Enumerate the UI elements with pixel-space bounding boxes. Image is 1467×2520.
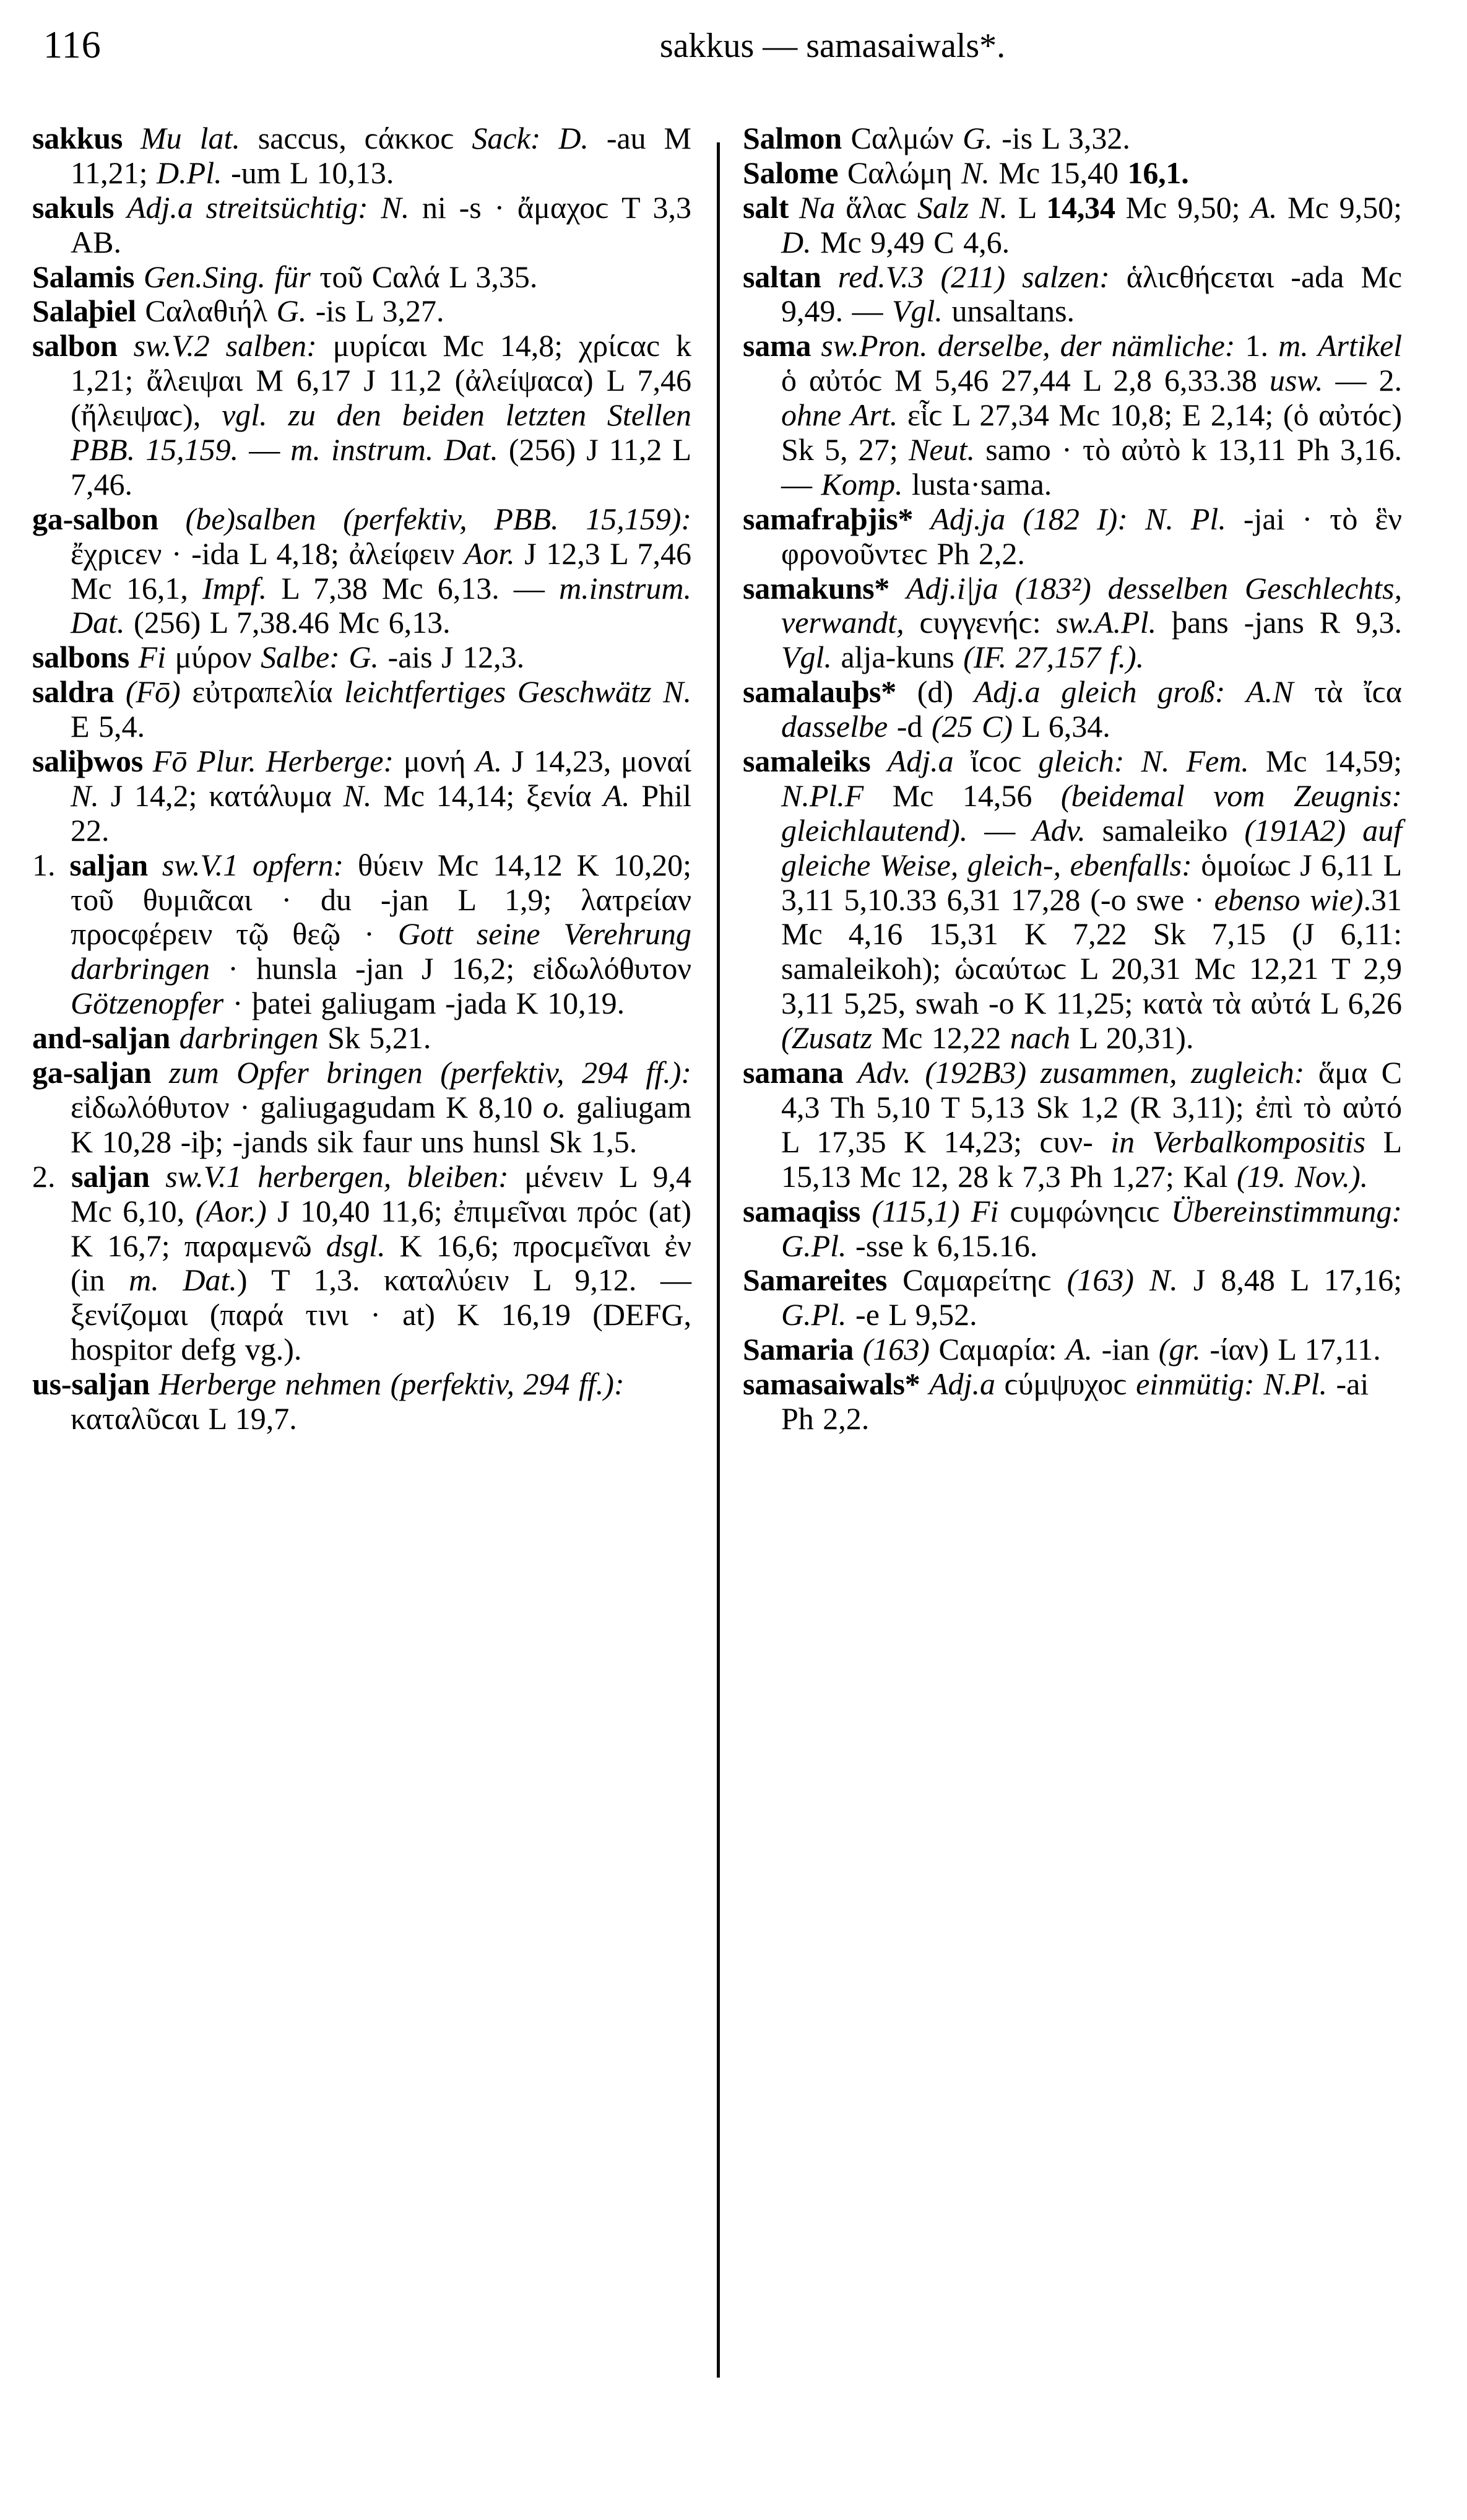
dictionary-entry: saliþwos Fō Plur. Herberge: μονή A. J 14,23, μοναί N. J 14,2; κατάλυμα N. Mc 14,14; ξενία A. Phil 22. (32, 744, 692, 848)
dictionary-entry: 2. saljan sw.V.1 herbergen, bleiben: μένειν L 9,4 Mc 6,10, (Aor.) J 10,40 11,6; ἐπιμεῖναι πρόc (at) K 16,7; παραμενῶ dsgl. K 16,6; προϲμεῖναι ἐν (in m. Dat.) T 1,3. καταλύειν L 9,12. — ξενίζομαι (παρά τινι · at) K 16,19 (DEFG, hospitor defg vg.). (32, 1158, 692, 1367)
dictionary-entry: and-saljan darbringen Sk 5,21. (32, 1020, 431, 1056)
dictionary-entry: samafraþjis* Adj.ja (182 I): N. Pl. -jai · τὸ ἓν φρονοῦντεϲ Ph 2,2. (743, 501, 1402, 571)
dictionary-entry: Samareites Ϲαμαρείτηϲ (163) N. J 8,48 L 17,16; G.Pl. -e L 9,52. (743, 1262, 1402, 1332)
dictionary-entry: ga-salbon (be)salben (perfektiv, PBB. 15,159): ἔχριϲεν · -ida L 4,18; ἀλείφειν Aor. J 12,3 L 7,46 Mc 16,1, Impf. L 7,38 Mc 6,13. — m.instrum. Dat. (256) L 7,38.46 Mc 6,13. (32, 501, 691, 640)
dictionary-entry: us-saljan Herberge nehmen (perfektiv, 294 ff.): καταλῦϲαι L 19,7. (32, 1366, 625, 1436)
page-number: 116 (43, 24, 102, 66)
dictionary-entry: salt Na ἅλαϲ Salz N. L 14,34 Mc 9,50; A. Mc 9,50; D. Mc 9,49 C 4,6. (743, 189, 1403, 259)
page-header (37, 26, 1430, 82)
dictionary-entry: samana Adv. (192B3) zusammen, zugleich: ἅμα C 4,3 Th 5,10 T 5,13 Sk 1,2 (R 3,11); ἐπὶ τὸ αὐτό L 17,35 K 14,23; ϲυν- in Verbalkompositis L 15,13 Mc 12, 28 k 7,3 Ph 1,27; Kal (19. Nov.). (743, 1055, 1403, 1194)
dictionary-entry: samaleiks Adj.a ἴϲοϲ gleich: N. Fem. Mc 14,59; N.Pl.F Mc 14,56 (beidemal vom Zeugnis: gleichlautend). — Adv. samaleiko (191A2) auf gleiche Weise, gleich-, ebenfalls: ὁμοίωϲ J 6,11 L 3,11 5,10.33 6,31 17,28 (-o swe · ebenso wie).31 Mc 4,16 15,31 K 7,22 Sk 7,15 (J 6,11: samaleikoh); ὡϲαύτωϲ L 20,31 Mc 12,21 T 2,9 3,11 5,25, swah -o K 11,25; κατὰ τὰ αὐτά L 6,26 (Zusatz Mc 12,22 nach L 20,31). (743, 744, 1403, 1056)
dictionary-entry: salbons Fi μύρον Salbe: G. -ais J 12,3. (32, 640, 525, 675)
dictionary-entry: Salamis Gen.Sing. für τοῦ Ϲαλά L 3,35. (32, 259, 538, 294)
dictionary-entry: ga-saljan zum Opfer bringen (perfektiv, 294 ff.): εἰδωλόθυτον · galiugagudam K 8,10 o. galiugam K 10,28 -iþ; -jands sik faur uns hunsl Sk 1,5. (32, 1055, 692, 1159)
dictionary-entry: saltan red.V.3 (211) salzen: ἁλιϲθήϲεται -ada Mc 9,49. — Vgl. unsaltans. (743, 259, 1402, 329)
dictionary-entry: Salmon Ϲαλμών G. -is L 3,32. (743, 121, 1130, 155)
dictionary-entry: Salome Ϲαλώμη N. Mc 15,40 16,1. (743, 155, 1189, 190)
dictionary-entry: saldra (Fō) εὐτραπελία leichtfertiges Geschwätz N. E 5,4. (32, 674, 692, 744)
dictionary-entry: samaqiss (115,1) Fi ϲυμφώνηϲιϲ Übereinstimmung: G.Pl. -sse k 6,15.16. (743, 1193, 1402, 1263)
body-columns (32, 121, 1437, 2499)
left-column (32, 121, 691, 2499)
dictionary-entry: Samaria (163) Ϲαμαρία: A. -ian (gr. -ίαν) L 17,11. (743, 1332, 1381, 1367)
column-divider-rule (717, 142, 720, 2378)
dictionary-entry: salbon sw.V.2 salben: μυρίϲαι Mc 14,8; χρίϲαc k 1,21; ἄλειψαι M 6,17 J 11,2 (ἀλείψαϲα) L 7,46 (ἤλειψαϲ), vgl. zu den beiden letzten Stellen PBB. 15,159. — m. instrum. Dat. (256) J 11,2 L 7,46. (32, 328, 692, 502)
dictionary-entry: sakkus Mu lat. saccus, ϲάκκοϲ Sack: D. -au M 11,21; D.Pl. -um L 10,13. (32, 121, 692, 190)
right-column (743, 121, 1402, 2499)
dictionary-entry: Salaþiel Ϲαλαθιήλ G. -is L 3,27. (32, 293, 444, 329)
dictionary-entry: sama sw.Pron. derselbe, der nämliche: 1. m. Artikel ὁ αὐτόϲ M 5,46 27,44 L 2,8 6,33.38 usw. — 2. ohne Art. εἷϲ L 27,34 Mc 10,8; E 2,14; (ὁ αὐτόϲ) Sk 5, 27; Neut. samo · τὸ αὐτὸ k 13,11 Ph 3,16. — Komp. lusta·sama. (743, 328, 1403, 502)
dictionary-entry: samasaiwals* Adj.a ϲύμψυχοϲ einmütig: N.Pl. -ai Ph 2,2. (743, 1366, 1369, 1436)
dictionary-entry: sakuls Adj.a streitsüchtig: N. ni -s · ἄμαχοϲ T 3,3 AB. (32, 189, 692, 259)
dictionary-entry: 1. saljan sw.V.1 opfern: θύειν Mc 14,12 K 10,20; τοῦ θυμιᾶϲαι · du -jan L 1,9; λατρείαν προϲφέρειν τῷ θεῷ · Gott seine Verehrung darbringen · hunsla -jan J 16,2; εἰδωλόθυτον Götzenopfer · þatei galiugam -jada K 10,19. (32, 847, 692, 1021)
dictionary-entry: samakuns* Adj.i|ja (183²) desselben Geschlechts, verwandt, ϲυγγενήϲ: sw.A.Pl. þans -jans R 9,3. Vgl. alja-kuns (IF. 27,157 f.). (743, 570, 1403, 675)
dictionary-entry: samalauþs* (d) Adj.a gleich groß: A.N τὰ ἴϲα dasselbe -d (25 C) L 6,34. (743, 674, 1402, 744)
running-head: sakkus — samasaiwals*. (659, 27, 1006, 65)
